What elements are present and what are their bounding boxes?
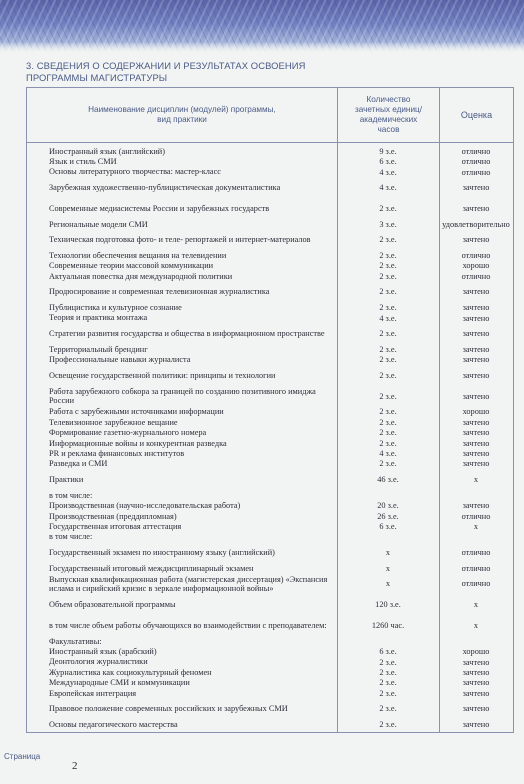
discipline-name: Производственная (научно-исследовательская работа)	[49, 501, 241, 511]
credits-value: 2 з.е.	[379, 204, 397, 214]
discipline-name: Государственный итоговый междисциплинарный экзамен	[49, 563, 254, 573]
credits-value: 2 з.е.	[379, 417, 397, 427]
grade-value: зачтено	[462, 720, 490, 730]
grade-value: зачтено	[462, 183, 490, 193]
grade-value: x	[473, 475, 479, 485]
discipline-name: Иностранный язык (английский)	[49, 146, 166, 156]
discipline-name: Современные медиасистемы России и зарубежных государств	[49, 203, 270, 213]
grade-value: зачтено	[462, 391, 490, 401]
table-row	[27, 500, 513, 510]
discipline-name: PR и реклама финансовых институтов	[49, 448, 185, 458]
grade-value: зачтено	[462, 287, 490, 297]
discipline-name: Государственная итоговая аттестация	[49, 521, 182, 531]
grade-value: x	[473, 522, 479, 532]
discipline-name: Современные теории массовой коммуникации	[49, 261, 214, 271]
table-row	[27, 657, 513, 667]
discipline-name: Основы литературного творчества: мастер-класс	[49, 167, 221, 177]
table-row	[27, 490, 513, 500]
section-title: 3. СВЕДЕНИЯ О СОДЕРЖАНИИ И РЕЗУЛЬТАТАХ ОСВОЕНИЯ ПРОГРАММЫ МАГИСТРАТУРЫ	[26, 60, 306, 83]
grade-value: зачтено	[462, 417, 490, 427]
grade-value: отлично	[461, 563, 491, 573]
grade-value: хорошо	[462, 407, 490, 417]
credits-value: x	[385, 563, 391, 573]
table-row	[27, 177, 513, 198]
credits-value: 4 з.е.	[379, 167, 397, 177]
table-row	[27, 167, 513, 177]
table-row	[27, 521, 513, 531]
grade-value: отлично	[461, 250, 491, 260]
grade-value: отлично	[461, 579, 491, 589]
discipline-name: Практики	[49, 475, 84, 485]
credits-value: 6 з.е.	[379, 157, 397, 167]
grade-value: отлично	[461, 146, 491, 156]
credits-value: 6 з.е.	[379, 522, 397, 532]
table-row	[27, 511, 513, 521]
table-row	[27, 229, 513, 250]
grade-value: отлично	[461, 511, 491, 521]
courses-table	[26, 87, 514, 733]
grade-value: зачтено	[462, 344, 490, 354]
discipline-name: Государственный экзамен по иностранному языку (английский)	[49, 547, 275, 557]
decorative-header-band	[0, 0, 524, 52]
discipline-name: Телевизионное зарубежное вещание	[49, 417, 178, 427]
discipline-name: Формирование газетно-журнального номера	[49, 428, 207, 438]
table-row	[27, 542, 513, 563]
table-row	[27, 448, 513, 458]
credits-value: 2 з.е.	[379, 355, 397, 365]
discipline-name: Территориальный брендинг	[49, 344, 148, 354]
discipline-name: Технологии обеспечения вещания на телевидении	[49, 250, 227, 260]
grade-value: хорошо	[462, 647, 490, 657]
grade-value: отлично	[461, 548, 491, 558]
grade-value: зачтено	[462, 657, 490, 667]
credits-value: 3 з.е.	[379, 219, 397, 229]
grade-value: зачтено	[462, 204, 490, 214]
table-row	[27, 271, 513, 281]
table-row	[27, 469, 513, 490]
table-row	[27, 678, 513, 688]
discipline-name: Международные СМИ и коммуникации	[49, 678, 190, 688]
table-row	[27, 261, 513, 271]
table-row	[27, 156, 513, 166]
page-label: Страница	[4, 752, 41, 761]
credits-value: 2 з.е.	[379, 459, 397, 469]
credits-value: 2 з.е.	[379, 287, 397, 297]
header-divider	[27, 142, 513, 143]
discipline-name: Информационные войны и конкурентная разведка	[49, 438, 227, 448]
grade-value: зачтено	[462, 449, 490, 459]
table-row	[27, 323, 513, 344]
discipline-name: Иностранный язык (арабский)	[49, 647, 157, 657]
table-row	[27, 459, 513, 469]
table-row	[27, 573, 513, 594]
discipline-name: Теория и практика монтажа	[49, 313, 148, 323]
grade-value: зачтено	[462, 313, 490, 323]
table-row	[27, 594, 513, 615]
grade-value: зачтено	[462, 438, 490, 448]
discipline-name: Продюсирование и современная телевизионная журналистика	[49, 287, 270, 297]
discipline-name: Язык и стиль СМИ	[49, 157, 117, 167]
table-row	[27, 344, 513, 354]
table-row	[27, 302, 513, 312]
grade-value: x	[473, 600, 479, 610]
grade-value: x	[473, 621, 479, 631]
discipline-name: Профессиональные навыки журналиста	[49, 355, 191, 365]
credits-value: 120 з.е.	[375, 600, 401, 610]
credits-value: x	[385, 579, 391, 589]
table-row	[27, 146, 513, 156]
header-grade: Оценка	[460, 110, 493, 120]
credits-value: 2 з.е.	[379, 235, 397, 245]
discipline-name: Объем образовательной программы	[49, 600, 176, 610]
grade-value: зачтено	[462, 428, 490, 438]
discipline-name: Деонтология журналистики	[49, 657, 148, 667]
discipline-name: Зарубежная художественно-публицистическая документалистика	[49, 183, 281, 193]
credits-value: 2 з.е.	[379, 391, 397, 401]
discipline-name: Актуальная повестка дня международной политики	[49, 271, 233, 281]
discipline-name: Основы педагогического мастерства	[49, 720, 178, 730]
table-row	[27, 438, 513, 448]
discipline-name: Выпускная квалификационная работа (магистерская диссертация) «Экспансия ислама и сирийский кризис в зеркале информационной войны»	[49, 574, 328, 593]
table-row	[27, 636, 513, 646]
credits-value: 2 з.е.	[379, 688, 397, 698]
credits-value: 2 з.е.	[379, 344, 397, 354]
discipline-name: Факультативы:	[49, 636, 102, 646]
credits-value: 2 з.е.	[379, 667, 397, 677]
table-row	[27, 428, 513, 438]
discipline-name: в том числе:	[49, 532, 93, 542]
table-row	[27, 407, 513, 417]
table-row	[27, 282, 513, 303]
credits-value: x	[385, 548, 391, 558]
credits-value: 2 з.е.	[379, 678, 397, 688]
discipline-name: Журналистика как социокультурный феномен	[49, 667, 212, 677]
credits-value: 6 з.е.	[379, 647, 397, 657]
grade-value: зачтено	[462, 355, 490, 365]
discipline-name: Публицистика и культурное сознание	[49, 303, 182, 312]
grade-value: зачтено	[462, 667, 490, 677]
table-row	[27, 250, 513, 260]
credits-value: 2 з.е.	[379, 428, 397, 438]
table-row	[27, 688, 513, 698]
credits-value: 2 з.е.	[379, 329, 397, 339]
credits-value: 4 з.е.	[379, 183, 397, 193]
discipline-name: Работа с зарубежными источниками информации	[49, 407, 224, 417]
grade-value: зачтено	[462, 235, 490, 245]
credits-value: 2 з.е.	[379, 261, 397, 271]
table-row	[27, 365, 513, 386]
credits-value: 2 з.е.	[379, 657, 397, 667]
credits-value: 26 з.е.	[377, 511, 399, 521]
table-row	[27, 646, 513, 656]
credits-value: 2 з.е.	[379, 438, 397, 448]
grade-value: отлично	[461, 167, 491, 177]
discipline-name: Правовое положение современных российских и зарубежных СМИ	[49, 704, 288, 714]
discipline-name: Техническая подготовка фото- и теле- репортажей и интернет-материалов	[49, 235, 311, 245]
grade-value: отлично	[461, 157, 491, 167]
table-row	[27, 355, 513, 365]
discipline-name: в том числе:	[49, 490, 93, 500]
page-number: 2	[72, 760, 78, 772]
credits-value: 2 з.е.	[379, 303, 397, 313]
grade-value: зачтено	[462, 329, 490, 339]
credits-value: 46 з.е.	[377, 475, 399, 485]
table-row	[27, 699, 513, 720]
table-row	[27, 563, 513, 573]
credits-value: 9 з.е.	[379, 146, 397, 156]
credits-value: 1260 час.	[371, 621, 405, 631]
credits-value: 2 з.е.	[379, 250, 397, 260]
grade-value: зачтено	[462, 678, 490, 688]
table-row	[27, 386, 513, 407]
grade-value: зачтено	[462, 370, 490, 380]
grade-value: зачтено	[462, 303, 490, 313]
table-row	[27, 417, 513, 427]
table-body	[27, 146, 513, 730]
credits-value: 2 з.е.	[379, 370, 397, 380]
credits-value: 2 з.е.	[379, 720, 397, 730]
table-row	[27, 198, 513, 219]
discipline-name: Работа зарубежного собкора за границей по созданию позитивного имиджа России	[49, 387, 316, 406]
header-credits: Количество зачетных единиц/ академических часов	[355, 95, 422, 134]
grade-value: зачтено	[462, 704, 490, 714]
credits-value: 4 з.е.	[379, 313, 397, 323]
credits-value: 20 з.е.	[377, 501, 399, 511]
table-row	[27, 532, 513, 542]
grade-value: удовлетворительно	[442, 219, 510, 229]
credits-value: 4 з.е.	[379, 449, 397, 459]
credits-value: 2 з.е.	[379, 407, 397, 417]
discipline-name: Освещение государственной политики: принципы и технологии	[49, 370, 276, 380]
discipline-name: в том числе объем работы обучающихся во взаимодействии с преподавателем:	[49, 620, 327, 630]
credits-value: 2 з.е.	[379, 271, 397, 281]
grade-value: отлично	[461, 271, 491, 281]
grade-value: зачтено	[462, 501, 490, 511]
grade-value: зачтено	[462, 688, 490, 698]
grade-value: зачтено	[462, 459, 490, 469]
discipline-name: Европейская интеграция	[49, 688, 137, 698]
table-row	[27, 219, 513, 229]
discipline-name: Разведка и СМИ	[49, 459, 108, 469]
grade-value: хорошо	[462, 261, 490, 271]
header-discipline-name: Наименование дисциплин (модулей) программы, вид практики	[88, 105, 276, 124]
discipline-name: Стратегии развития государства и общества в информационном пространстве	[49, 329, 325, 339]
discipline-name: Производственная (преддипломная)	[49, 511, 177, 521]
discipline-name: Региональные модели СМИ	[49, 219, 148, 229]
table-row	[27, 615, 513, 636]
table-row	[27, 667, 513, 677]
table-row	[27, 719, 513, 729]
table-row	[27, 313, 513, 323]
credits-value: 2 з.е.	[379, 704, 397, 714]
